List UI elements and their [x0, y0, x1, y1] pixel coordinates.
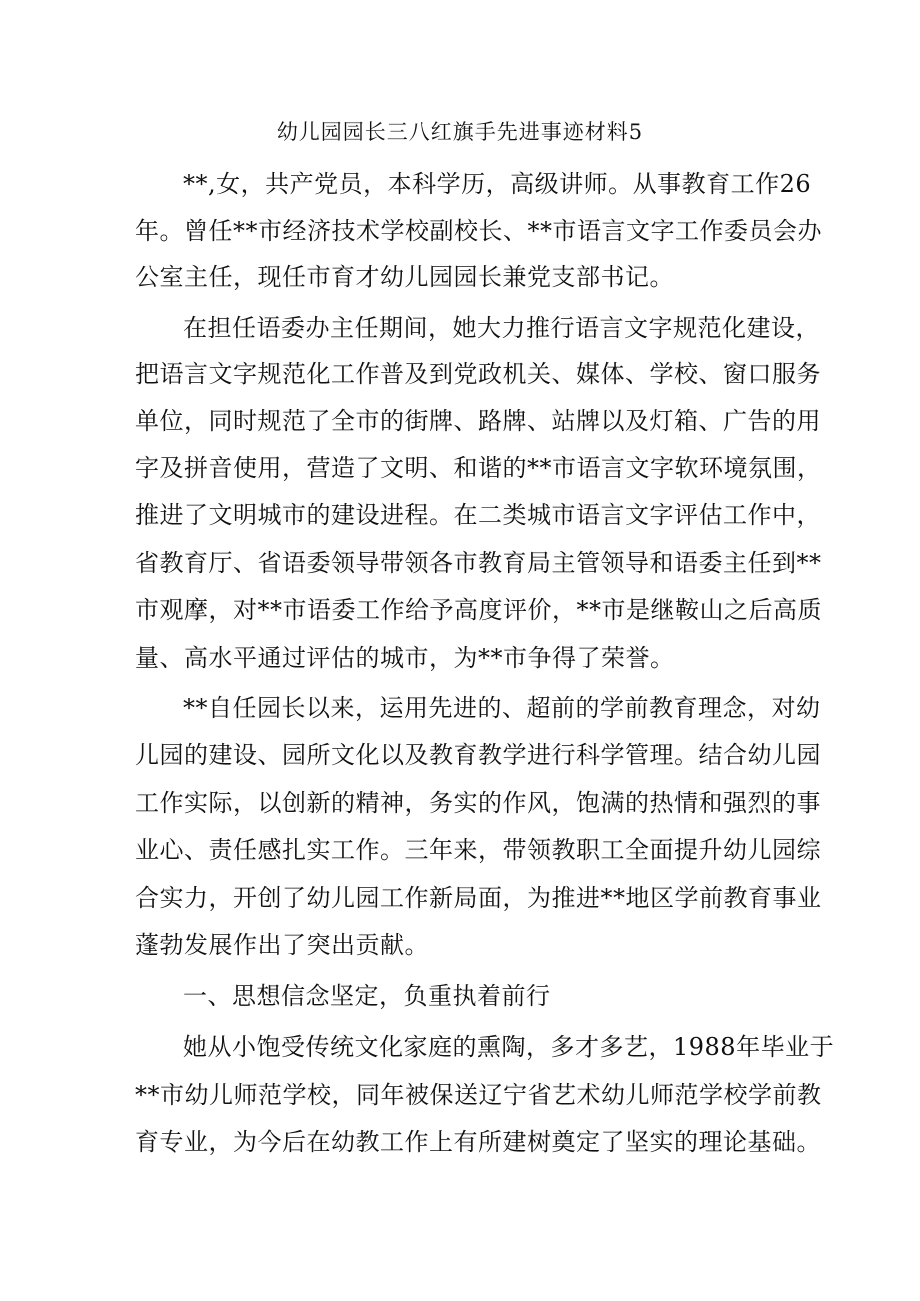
paragraph-line: **,女，共产党员，本科学历，高级讲师。从事教育工作26 [183, 170, 812, 198]
paragraph-line: 市观摩，对**市语委工作给予高度评价，**市是继鞍山之后高质 [135, 596, 822, 624]
paragraph-line: 公室主任，现任市育才幼儿园园长兼党支部书记。 [135, 263, 674, 291]
paragraph-line: 省教育厅、省语委领导带领各市教育局主管领导和语委主任到** [135, 549, 822, 577]
paragraph-line: 工作实际，以创新的精神，务实的作风，饱满的热情和强烈的事 [135, 789, 821, 817]
paragraph-line: 推进了文明城市的建设进程。在二类城市语言文字评估工作中， [135, 501, 821, 529]
paragraph-line: 育专业，为今后在幼教工作上有所建树奠定了坚实的理论基础。 [135, 1128, 821, 1156]
paragraph-line: 她从小饱受传统文化家庭的熏陶，多才多艺，1988年毕业于 [183, 1033, 835, 1061]
paragraph-line: 单位，同时规范了全市的街牌、路牌、站牌以及灯箱、广告的用 [135, 407, 821, 435]
paragraph-line: 合实力，开创了幼儿园工作新局面，为推进**地区学前教育事业 [135, 884, 822, 912]
section-heading: 一、思想信念坚定，负重执着前行 [183, 982, 551, 1010]
paragraph-line: 儿园的建设、园所文化以及教育教学进行科学管理。结合幼儿园 [135, 741, 821, 769]
paragraph-line: 把语言文字规范化工作普及到党政机关、媒体、学校、窗口服务 [135, 360, 821, 388]
paragraph-line: 在担任语委办主任期间，她大力推行语言文字规范化建设， [183, 314, 820, 342]
paragraph-line: 蓬勃发展作出了突出贡献。 [135, 931, 429, 959]
paragraph-line: 业心、责任感扎实工作。三年来，带领教职工全面提升幼儿园综 [135, 836, 821, 864]
paragraph-line: 量、高水平通过评估的城市，为**市争得了荣誉。 [135, 644, 675, 672]
document-title: 幼儿园园长三八红旗手先进事迹材料5 [276, 120, 644, 144]
paragraph-line: 年。曾任**市经济技术学校副校长、**市语言文字工作委员会办 [135, 217, 822, 245]
paragraph-line: 字及拼音使用，营造了文明、和谐的**市语言文字软环境氛围， [135, 454, 822, 482]
paragraph-line: **自任园长以来，运用先进的、超前的学前教育理念，对幼 [183, 694, 821, 722]
paragraph-line: **市幼儿师范学校，同年被保送辽宁省艺术幼儿师范学校学前教 [135, 1081, 822, 1109]
